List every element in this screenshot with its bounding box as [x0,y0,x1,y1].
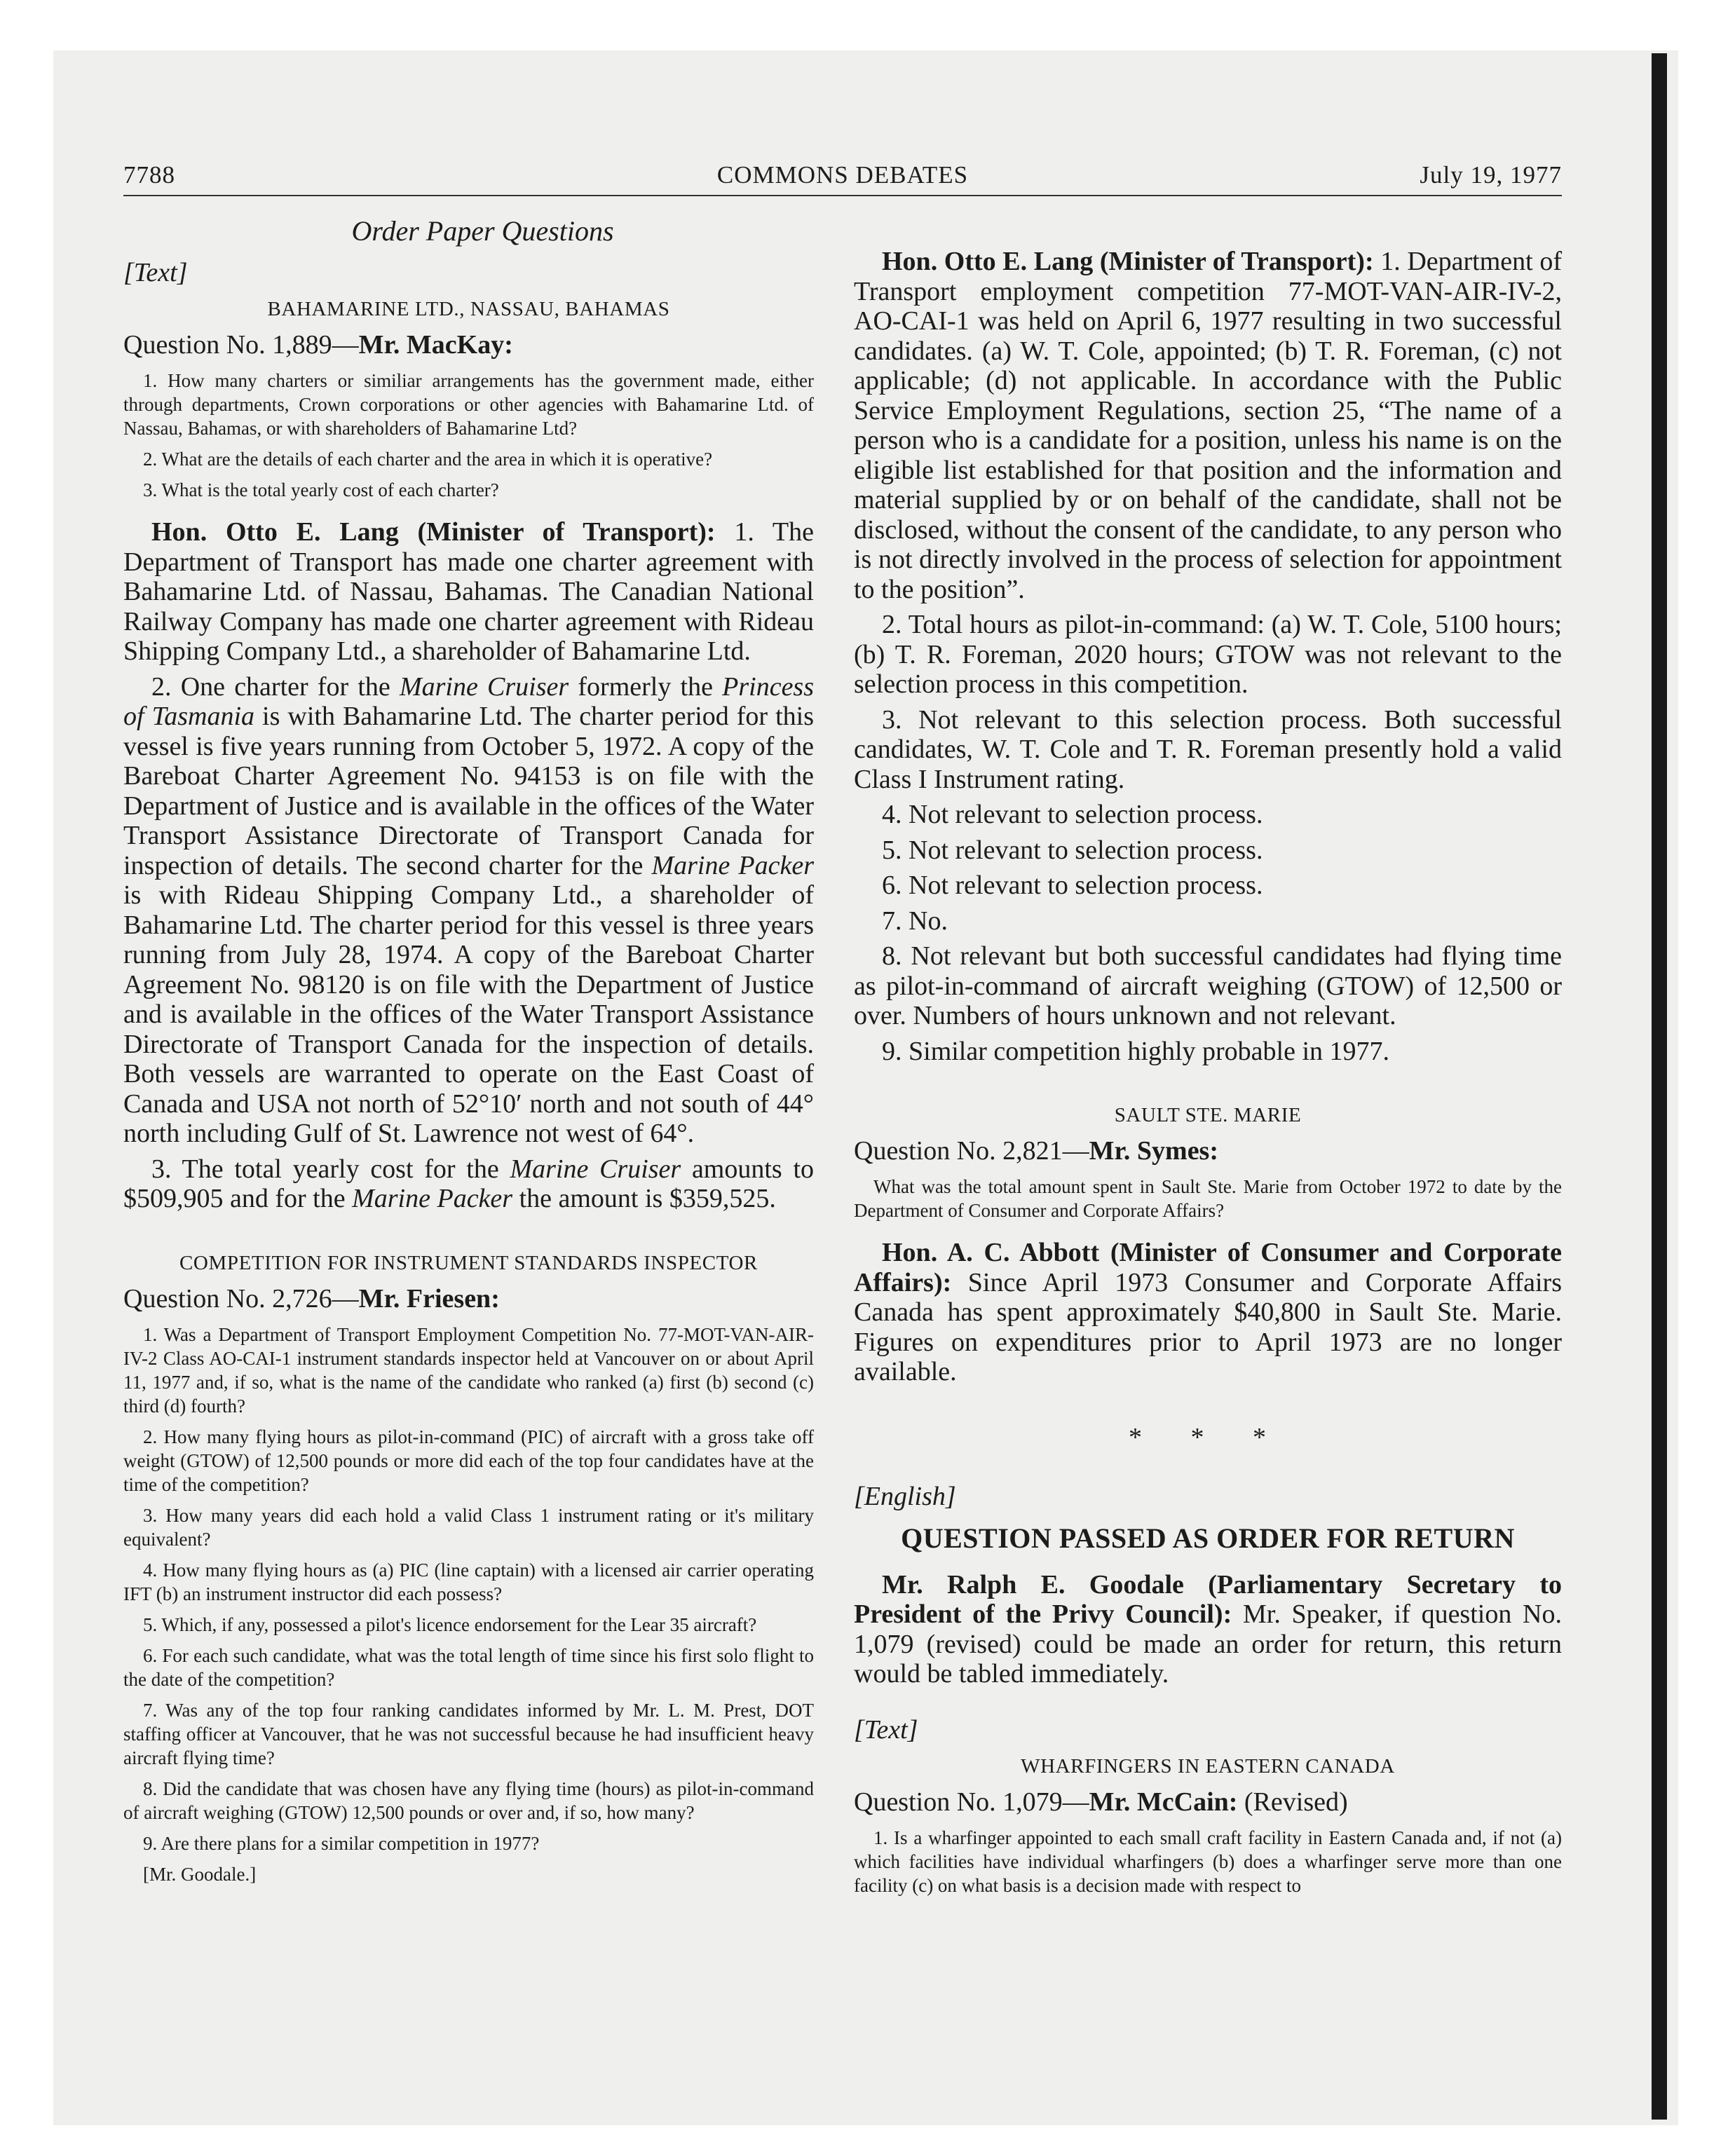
question-item: 4. How many flying hours as (a) PIC (line captain) with a licensed air carrier operating IFT (b) an instrument instructor did each possess? [123,1559,814,1604]
question-item: 3. What is the total yearly cost of each charter? [143,479,499,500]
question-item: 9. Are there plans for a similar competition in 1977? [143,1832,540,1854]
answer-paragraph: 3. The total yearly cost for the Marine Cruiser amounts to $509,905 and for the Marine Packer the amount is $359,525. [123,1154,814,1213]
answer-paragraph: 5. Not relevant to selection process. [882,835,1263,865]
question-item: 1. Was a Department of Transport Employment Competition No. 77-MOT-VAN-AIR-IV-2 Class AO-CAI-1 instrument standards inspector held at Vancouver on or about April 11, 1977 and, if so, what is the name of the candidate who ranked (a) first (b) second (c) third (d) fourth? [123,1323,814,1417]
question-line-1889 [123,329,814,360]
answer-paragraph: 2. One charter for the Marine Cruiser formerly the Princess of Tasmania is with Bahamarine Ltd. The charter period for this vessel is five years running from October 5, 1972. A copy of the Bareboat Charter Agreement No. 94153 is on file with the Department of Justice and is available in the offices of the Water Transport Assistance Directorate of Transport Canada for inspection of details. The second charter for the Marine Packer is with Rideau Shipping Company Ltd., a shareholder of Bahamarine Ltd. The charter period for this vessel is three years running from July 28, 1974. A copy of the Bareboat Charter Agreement No. 98120 is on file with the Department of Justice and is available in the offices of the Water Transport Assistance Directorate of Transport Canada for the inspection of details. Both vessels are warranted to operate on the East Coast of Canada and USA not north of 52°10′ north and not south of 44° north including Gulf of St. Lawrence not west of 64°. [123,671,815,1148]
section-title: Order Paper Questions [351,215,614,247]
right-column [854,247,1562,1904]
question-number: Question No. 2,726— [123,1283,359,1314]
question-item: 7. Was any of the top four ranking candidates informed by Mr. L. M. Prest, DOT staffing officer at Vancouver, that he was not successful because he had insufficient heavy aircraft flying time? [123,1699,814,1768]
answer-paragraph: 2. Total hours as pilot-in-command: (a) W. T. Cole, 5100 hours; (b) T. R. Foreman, 2020 hours; GTOW was not relevant to the selection process in this competition. [854,610,1562,699]
answer-paragraph: 9. Similar competition highly probable in 1977. [882,1036,1390,1066]
question-heading-sault: SAULT STE. MARIE [1114,1104,1302,1126]
return-heading: QUESTION PASSED AS ORDER FOR RETURN [901,1522,1515,1554]
question-item: 1. How many charters or similiar arrangements has the government made, either through departments, Crown corporations or other agencies with Bahamarine Ltd. of Nassau, Bahamas, or with shareholders of Bahamarine Ltd? [123,370,814,439]
scan-edge-shadow [1652,53,1667,2120]
text-tag: [Text] [854,1714,918,1745]
question-item: 3. How many years did each hold a valid Class 1 instrument rating or it's military equivalent? [123,1504,814,1550]
question-item: 5. Which, if any, possessed a pilot's licence endorsement for the Lear 35 aircraft? [143,1613,757,1635]
journal-title: COMMONS DEBATES [716,161,969,189]
answer-paragraph: 3. Not relevant to this selection process. Both successful candidates, W. T. Cole and T. R. Foreman presently hold a valid Class I Instrument rating. [854,704,1562,794]
speaker-name: Hon. A. C. Abbott (Minister of Consumer and Corporate Affairs): [854,1238,1562,1297]
speaker-name: Hon. Otto E. Lang (Minister of Transport): [882,247,1374,276]
answer-paragraph: 8. Not relevant but both successful candidates had flying time as pilot-in-command of aircraft weighing (GTOW) of 12,500 or over. Numbers of hours unknown and not relevant. [854,941,1562,1030]
answer-paragraph: Hon. Otto E. Lang (Minister of Transport): 1. Department of Transport employment competition 77-MOT-VAN-AIR-IV-2, AO-CAI-1 was held on April 6, 1977 resulting in two successful candidates. (a) W. T. Cole, appointed; (b) T. R. Foreman, (c) not applicable; (d) not applicable. In accordance with the Public Service Employment Regulations, section 25, “The name of a person who is a candidate for a position, unless his name is on the eligible list established for that position and the information and material supplied by or on behalf of the candidate, shall not be disclosed, without the consent of the candidate, to any person who is not directly involved in the process of selection for appointment to the position”. [854,247,1562,604]
question-heading-wharfingers: WHARFINGERS IN EASTERN CANADA [1021,1754,1395,1778]
question-line-2726 [123,1283,814,1314]
answer-paragraph: 7. No. [882,906,948,936]
question-line-1079: Question No. 1,079—Mr. McCain: (Revised) [854,1787,1348,1817]
page-number: 7788 [123,161,175,189]
answer-paragraph: Hon. A. C. Abbott (Minister of Consumer and Corporate Affairs): Since April 1973 Consumer and Corporate Affairs Canada has spent approximately $40,800 in Sault Ste. Marie. Figures on expenditures prior to April 1973 are no longer available. [854,1238,1563,1386]
attribution: [Mr. Goodale.] [143,1863,257,1885]
page-header [123,158,1562,196]
questioner: Mr. McCain: [1089,1787,1238,1817]
left-column [123,210,814,1893]
question-number: Question No. 1,079— [854,1787,1089,1817]
questioner: Mr. Friesen: [358,1283,500,1314]
speaker-name: Mr. Ralph E. Goodale (Parliamentary Secretary to President of the Privy Council): [854,1569,1562,1629]
section-separator: * * * [1129,1422,1287,1452]
question-item: What was the total amount spent in Sault Ste. Marie from October 1972 to date by the Department of Consumer and Corporate Affairs? [854,1176,1562,1221]
question-item: 2. What are the details of each charter and the area in which it is operative? [143,449,713,470]
question-heading-bahamarine: BAHAMARINE LTD., NASSAU, BAHAMAS [267,298,670,320]
publication-date: July 19, 1977 [1420,161,1562,189]
answer-paragraph: 6. Not relevant to selection process. [882,871,1263,900]
question-item: 6. For each such candidate, what was the total length of time since his first solo flight to the date of the competition? [123,1644,814,1690]
questioner: Mr. Symes: [1089,1136,1218,1166]
question-heading-competition: COMPETITION FOR INSTRUMENT STANDARDS INSPECTOR [179,1251,758,1274]
question-line-2821 [854,1135,1562,1166]
questioner: Mr. MacKay: [358,330,513,360]
english-tag: [English] [854,1481,956,1511]
question-item: 8. Did the candidate that was chosen have any flying time (hours) as pilot-in-command of aircraft weighing (GTOW) 12,500 pounds or over and, if so, how many? [123,1778,814,1823]
goodale-paragraph: Mr. Ralph E. Goodale (Parliamentary Secretary to President of the Privy Council): Mr. Speaker, if question No. 1,079 (revised) could be made an order for return, this return would be tabled immediately. [854,1569,1562,1688]
question-item: 1. Is a wharfinger appointed to each small craft facility in Eastern Canada and, if not (a) which facilities have individual wharfingers (b) does a wharfinger serve more than one facility (c) on what basis is a decision made with respect to [854,1827,1562,1896]
answer-paragraph: Hon. Otto E. Lang (Minister of Transport): 1. The Department of Transport has made one charter agreement with Bahamarine Ltd. of Nassau, Bahamas. The Canadian National Railway Company has made one charter agreement with Rideau Shipping Company Ltd., a shareholder of Bahamarine Ltd. [123,517,814,666]
question-number: Question No. 2,821— [854,1136,1089,1166]
speaker-name: Hon. Otto E. Lang (Minister of Transport): [151,517,716,547]
question-item: 2. How many flying hours as pilot-in-command (PIC) of aircraft with a gross take off weight (GTOW) of 12,500 pounds or more did each of the top four candidates have at the time of the competition? [123,1426,814,1495]
answer-paragraph: 4. Not relevant to selection process. [882,800,1263,829]
text-tag: [Text] [123,258,188,287]
question-number: Question No. 1,889— [123,330,359,360]
